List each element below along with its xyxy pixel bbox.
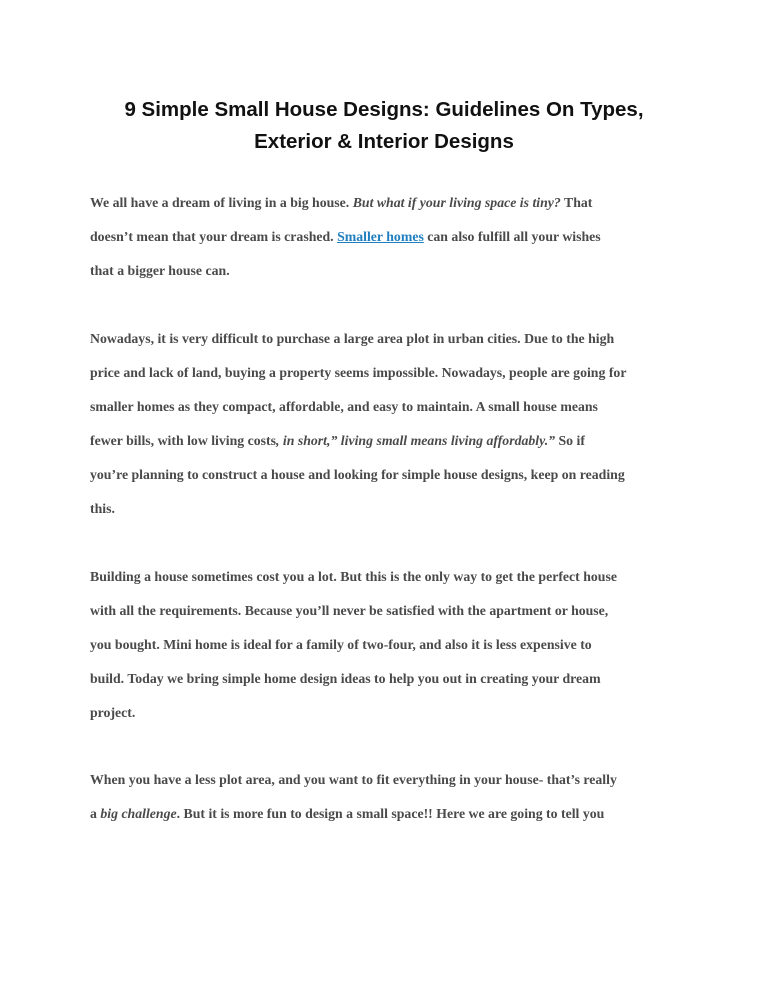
text-line: We all have a dream of living in a big house. But what if your living space is tiny? That <box>90 195 593 210</box>
text-line: that a bigger house can. <box>90 263 230 278</box>
italic-text: , in short,” living small means living affordably.” <box>276 433 556 448</box>
page-title <box>60 94 708 158</box>
text-line: project. <box>90 705 136 720</box>
paragraph-building <box>90 560 690 730</box>
text-line: fewer bills, with low living costs, in short,” living small means living affordably.” So if <box>90 433 585 448</box>
text-line: price and lack of land, buying a property seems impossible. Nowadays, people are going for <box>90 365 627 380</box>
title-line-2: Exterior & Interior Designs <box>254 130 514 153</box>
text-line: doesn’t mean that your dream is crashed. Smaller homes can also fulfill all your wishes <box>90 229 601 244</box>
text-line: this. <box>90 501 115 516</box>
italic-text: But what if your living space is tiny? <box>352 195 561 210</box>
paragraph-plot-area <box>90 763 690 831</box>
text-line: Building a house sometimes cost you a lot. But this is the only way to get the perfect house <box>90 569 617 584</box>
text-line: Nowadays, it is very difficult to purchase a large area plot in urban cities. Due to the high <box>90 331 615 346</box>
text-line: build. Today we bring simple home design ideas to help you out in creating your dream <box>90 671 601 686</box>
italic-text: big challenge <box>100 806 177 821</box>
paragraph-nowadays <box>90 322 690 526</box>
text-line: you’re planning to construct a house and looking for simple house designs, keep on reading <box>90 467 625 482</box>
title-line-1: 9 Simple Small House Designs: Guidelines On Types, <box>124 98 644 121</box>
smaller-homes-link[interactable]: Smaller homes <box>337 229 424 244</box>
paragraph-intro <box>90 186 690 288</box>
text-line: you bought. Mini home is ideal for a family of two-four, and also it is less expensive to <box>90 637 592 652</box>
text-line: When you have a less plot area, and you want to fit everything in your house- that’s really <box>90 772 617 787</box>
text-line: smaller homes as they compact, affordable, and easy to maintain. A small house means <box>90 399 598 414</box>
text-line: a big challenge. But it is more fun to design a small space!! Here we are going to tell you <box>90 806 605 821</box>
text-line: with all the requirements. Because you’ll never be satisfied with the apartment or house, <box>90 603 609 618</box>
